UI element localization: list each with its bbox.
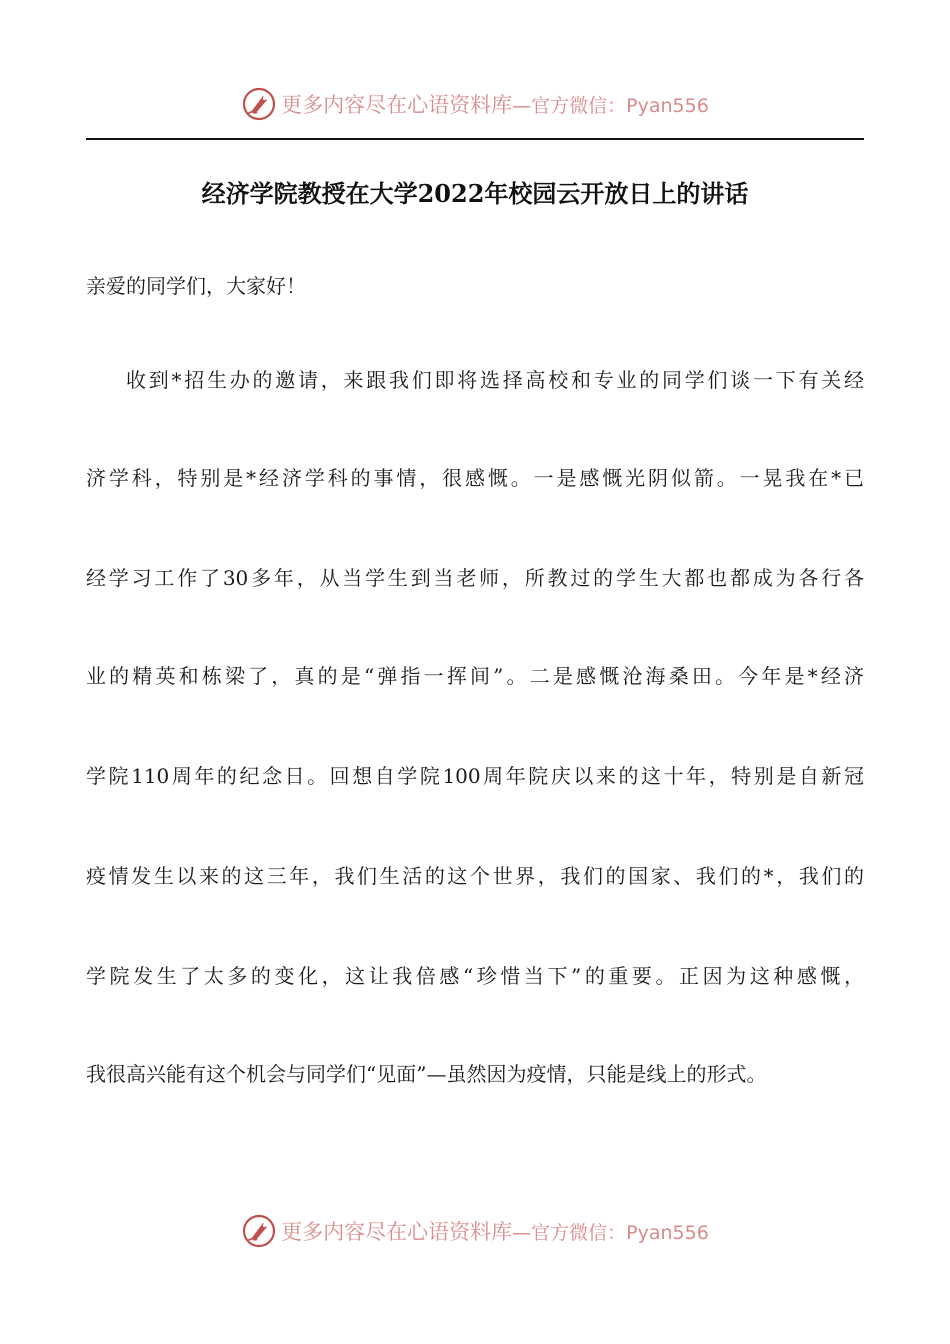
watermark-brand: 更多内容尽在心语资料库 <box>281 1220 513 1244</box>
document-title: 经济学院教授在大学2022年校园云开放日上的讲话 <box>201 179 749 208</box>
paragraph-line: 收到*招生办的邀请，来跟我们即将选择高校和专业的同学们谈一下有关经 <box>126 368 864 392</box>
salutation: 亲爱的同学们，大家好！ <box>86 274 306 298</box>
paragraph-line: 我很高兴能有这个机会与同学们“见面”—虽然因为疫情，只能是线上的形式。 <box>86 1062 767 1086</box>
pen-nib-logo-icon <box>241 1213 277 1249</box>
paragraph-line: 经学习工作了30多年，从当学生到当老师，所教过的学生大都也都成为各行各 <box>86 566 864 590</box>
pen-nib-logo-icon <box>241 86 277 122</box>
header-divider <box>86 138 864 140</box>
header-watermark <box>0 84 950 124</box>
footer-watermark <box>0 1211 950 1251</box>
paragraph-line: 业的精英和栋梁了，真的是“弹指一挥间”。二是感慨沧海桑田。今年是*经济 <box>86 664 864 688</box>
watermark-contact: —官方微信：Pyan556 <box>512 1221 709 1244</box>
paragraph-line: 济学科，特别是*经济学科的事情，很感慨。一是感慨光阴似箭。一晃我在*已 <box>86 466 864 490</box>
watermark-contact: —官方微信：Pyan556 <box>512 94 709 117</box>
paragraph-line: 疫情发生以来的这三年，我们生活的这个世界，我们的国家、我们的*，我们的 <box>86 864 864 888</box>
watermark-brand: 更多内容尽在心语资料库 <box>281 93 513 117</box>
paragraph-line: 学院110周年的纪念日。回想自学院100周年院庆以来的这十年，特别是自新冠 <box>86 764 864 788</box>
paragraph-line: 学院发生了太多的变化，这让我倍感“珍惜当下”的重要。正因为这种感慨， <box>86 964 864 988</box>
